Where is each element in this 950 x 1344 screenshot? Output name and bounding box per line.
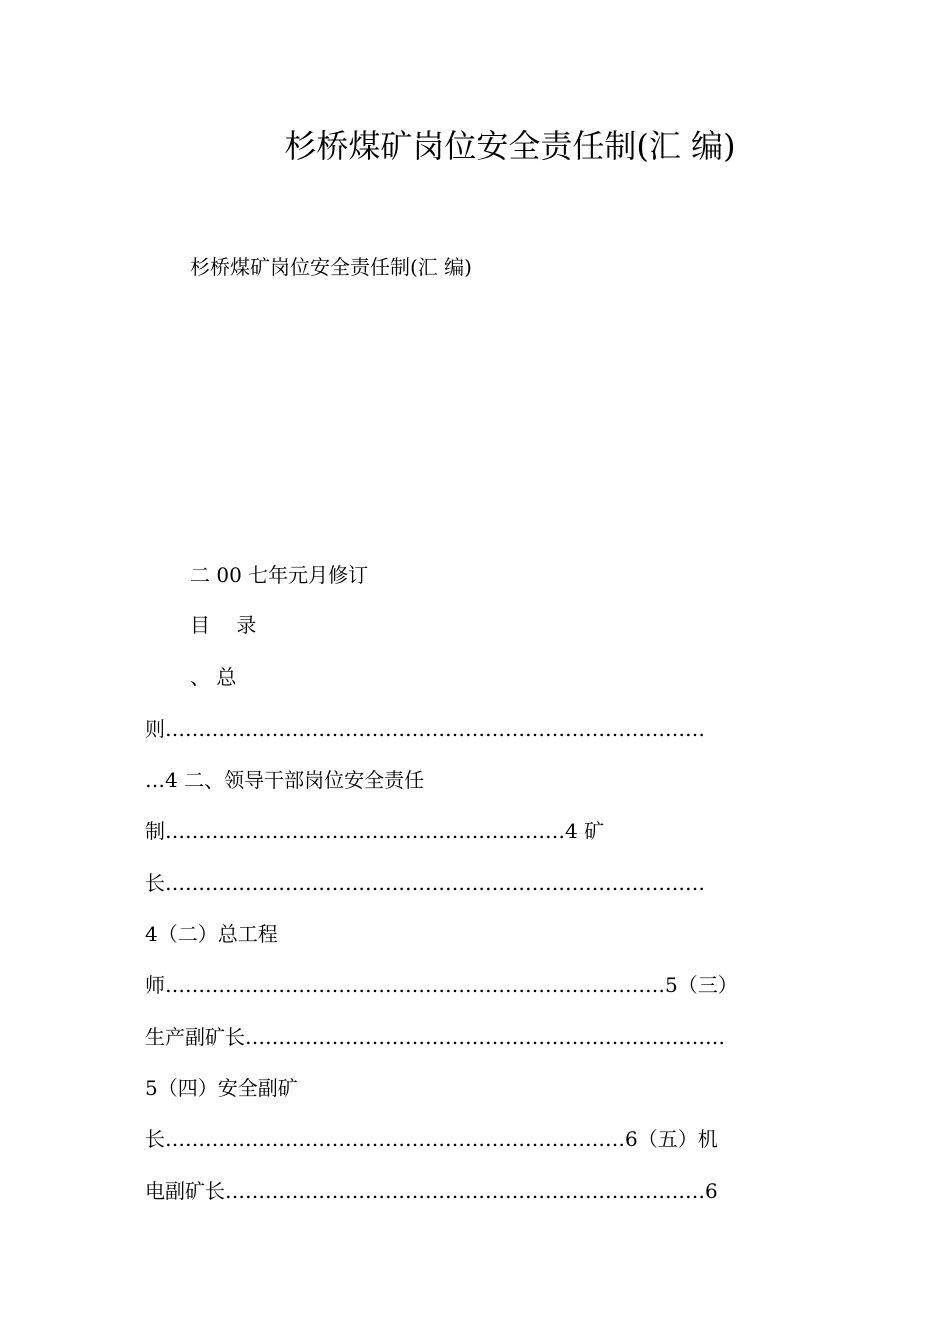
document-subtitle: 杉桥煤矿岗位安全责任制(汇 编)	[190, 255, 472, 279]
toc-line: …4 二、领导干部岗位安全责任	[145, 768, 425, 792]
toc-line: 电副矿长………………………………………………………………6	[145, 1179, 718, 1203]
toc-line: 、 总	[190, 665, 237, 689]
toc-line: 则………………………………………………………………………	[145, 717, 705, 741]
toc-line: 长……………………………………………………………6（五）机	[145, 1127, 718, 1151]
toc-line: 师…………………………………………………………………5（三）	[145, 973, 738, 997]
toc-line: 5（四）安全副矿	[145, 1076, 298, 1100]
revision-date: 二 00 七年元月修订	[190, 563, 369, 587]
toc-line: 4（二）总工程	[145, 922, 278, 946]
toc-line: 生产副矿长………………………………………………………………	[145, 1025, 725, 1049]
toc-heading: 目 录	[190, 613, 257, 637]
toc-line: 制……………………………………………………4 矿	[145, 819, 605, 843]
toc-line: 长………………………………………………………………………	[145, 871, 705, 895]
document-title: 杉桥煤矿岗位安全责任制(汇 编)	[284, 127, 736, 165]
